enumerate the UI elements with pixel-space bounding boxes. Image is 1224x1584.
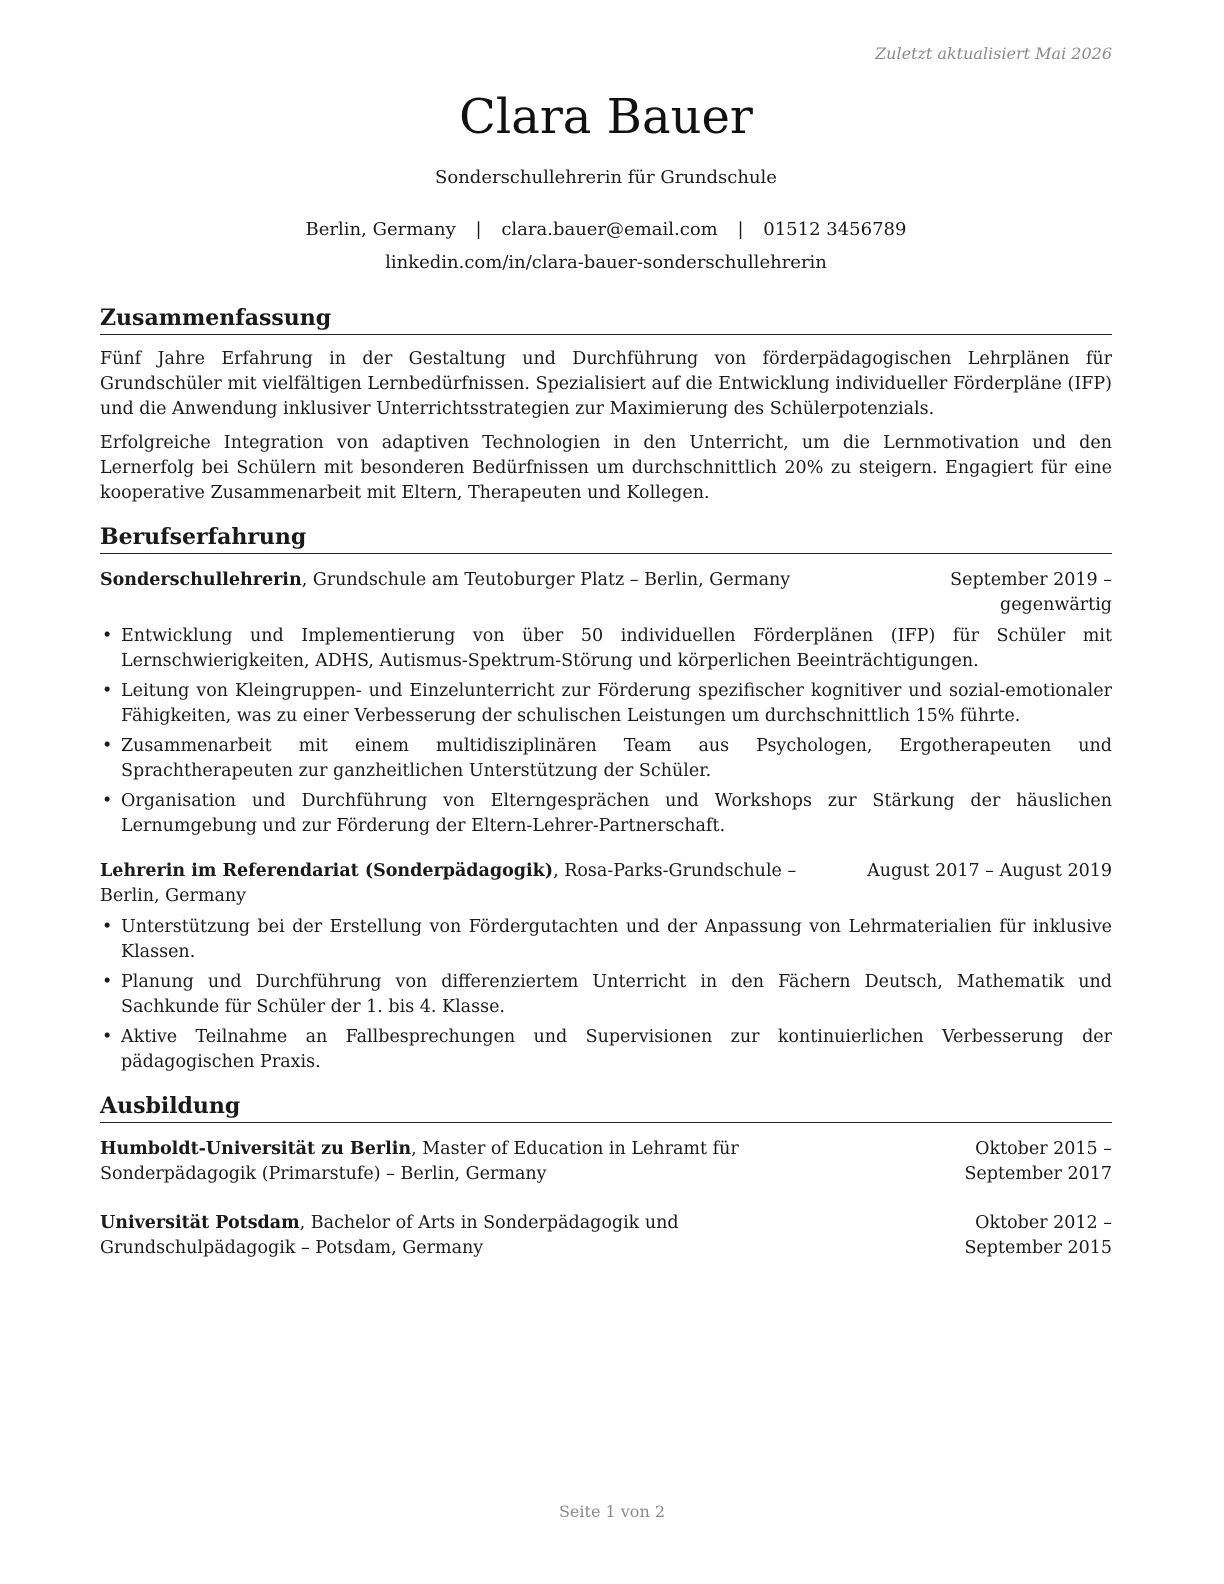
list-item: • Planung und Durchführung von differenziertem Unterricht in den Fächern Deutsch, Mathematik und Sachkunde für Schüler der 1. bis 4. Klasse. <box>100 970 1112 1020</box>
job-entry <box>100 859 1112 1075</box>
education-school: Universität Potsdam <box>100 1213 300 1233</box>
experience-section <box>100 522 1112 1075</box>
education-entry <box>100 1211 1112 1261</box>
education-section <box>100 1091 1112 1261</box>
job-title: Sonderschullehrerin für Grundschule <box>435 167 777 188</box>
page-number: Seite 1 von 2 <box>558 1502 666 1521</box>
job-header <box>100 859 1112 909</box>
education-detail: , Bachelor of Arts in Sonderpädagogik und Grundschulpädagogik – Potsdam, Germany <box>100 1213 679 1258</box>
list-item: • Aktive Teilnahme an Fallbesprechungen und Supervisionen zur kontinuierlichen Verbesserung der pädagogischen Praxis. <box>100 1025 1112 1075</box>
contact-location: Berlin, Germany <box>305 219 456 240</box>
resume-header <box>100 86 1112 275</box>
job-entry <box>100 568 1112 839</box>
summary-paragraph: Erfolgreiche Integration von adaptiven Technologien in den Unterricht, um die Lernmotivation und den Lernerfolg bei Schülern mit besonderen Bedürfnissen um durchschnittlich 20% zu steigern. Engagiert für eine kooperative Zusammenarbeit mit Eltern, Therapeuten und Kollegen. <box>100 433 1112 503</box>
list-item: • Organisation und Durchführung von Elterngesprächen und Workshops zur Stärkung der häuslichen Lernumgebung und zur Förderung der Eltern-Lehrer-Partnerschaft. <box>100 789 1112 839</box>
section-title-summary: Zusammenfassung <box>100 303 1112 335</box>
contact-email[interactable]: clara.bauer@email.com <box>501 219 718 240</box>
summary-paragraph: Fünf Jahre Erfahrung in der Gestaltung und Durchführung von förderpädagogischen Lehrplänen für Grundschüler mit vielfältigen Lernbedürfnissen. Spezialisiert auf die Entwicklung individueller Förderpläne (IFP) und die Anwendung inklusiver Unterrichtsstrategien zur Maximierung des Schülerpotenzials. <box>100 349 1112 419</box>
job-role: Sonderschullehrerin <box>100 570 302 590</box>
contact-separator: | <box>737 219 744 240</box>
list-item: • Unterstützung bei der Erstellung von Fördergutachten und der Anpassung von Lehrmaterialien für inklusive Klassen. <box>100 915 1112 965</box>
job-bullets <box>100 915 1112 1075</box>
education-detail: , Master of Education in Lehramt für Sonderpädagogik (Primarstufe) – Berlin, Germany <box>100 1139 739 1184</box>
job-dates: August 2017 – August 2019 <box>867 861 1112 881</box>
resume-body <box>100 303 1112 1261</box>
job-place: , Grundschule am Teutoburger Platz – Berlin, Germany <box>301 570 791 590</box>
job-role-line <box>100 568 872 618</box>
contact-separator: | <box>475 219 482 240</box>
summary-section <box>100 303 1112 506</box>
education-dates: Oktober 2012 – September 2015 <box>964 1213 1112 1258</box>
education-dates: Oktober 2015 – September 2017 <box>964 1139 1112 1184</box>
job-bullets <box>100 624 1112 839</box>
contact-phone[interactable]: 01512 3456789 <box>763 219 907 240</box>
candidate-name: Clara Bauer <box>459 89 753 145</box>
education-line <box>100 1211 877 1261</box>
job-role-line <box>100 859 867 909</box>
list-item: • Entwicklung und Implementierung von über 50 individuellen Förderplänen (IFP) für Schüler mit Lernschwierigkeiten, ADHS, Autismus-Spektrum-Störung und körperlichen Beeinträchtigungen. <box>100 624 1112 674</box>
job-header <box>100 568 1112 618</box>
linkedin-link[interactable]: linkedin.com/in/clara-bauer-sonderschullehrerin <box>385 252 827 273</box>
last-updated-note: Zuletzt aktualisiert Mai 2026 <box>875 44 1112 63</box>
job-place: , Rosa-Parks-Grundschule – Berlin, Germany <box>100 861 797 906</box>
education-entry <box>100 1137 1112 1187</box>
education-line <box>100 1137 877 1187</box>
job-dates: September 2019 – gegenwärtig <box>950 570 1112 615</box>
section-title-education: Ausbildung <box>100 1091 1112 1123</box>
job-role: Lehrerin im Referendariat (Sonderpädagogik) <box>100 861 554 881</box>
section-title-experience: Berufserfahrung <box>100 522 1112 554</box>
contact-line <box>100 218 1112 242</box>
list-item: • Leitung von Kleingruppen- und Einzelunterricht zur Förderung spezifischer kognitiver und sozial-emotionaler Fähigkeiten, was zu einer Verbesserung der schulischen Leistungen um durchschnittlich 15% führte. <box>100 679 1112 729</box>
list-item: • Zusammenarbeit mit einem multidisziplinären Team aus Psychologen, Ergotherapeuten und Sprachtherapeuten zur ganzheitlichen Unterstützung der Schüler. <box>100 734 1112 784</box>
education-school: Humboldt-Universität zu Berlin <box>100 1139 412 1159</box>
